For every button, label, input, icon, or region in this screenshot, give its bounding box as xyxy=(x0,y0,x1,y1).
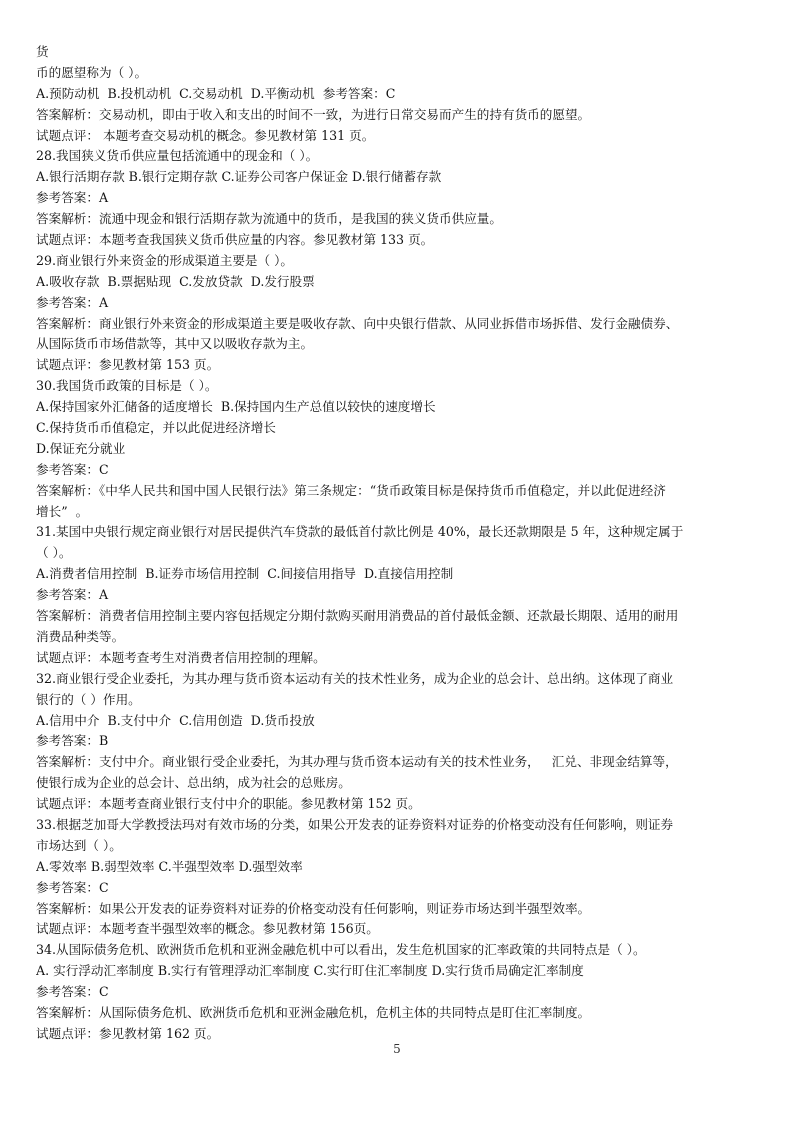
question-29: 29.商业银行外来资金的形成渠道主要是（ ）。 xyxy=(36,252,294,268)
answer-explanation: 答案解析：消费者信用控制主要内容包括规定分期付款购买耐用消费品的首付最低金额、还款最长期限、适用的耐用 xyxy=(36,608,679,624)
reference-answer: 参考答案：C xyxy=(36,984,109,1000)
answer-explanation: 答案解析：从国际债务危机、欧洲货币危机和亚洲金融危机，危机主体的共同特点是盯住汇率制度。 xyxy=(36,1004,591,1020)
answer-explanation-cont: 增长” 。 xyxy=(36,503,89,519)
question-33: 33.根据芝加哥大学教授法玛对有效市场的分类，如果公开发表的证券资料对证券的价格变动没有任何影响，则证券 xyxy=(36,816,674,832)
answer-option: C.保持货币币值稳定，并以此促进经济增长 xyxy=(36,420,276,436)
question-28: 28.我国狭义货币供应量包括流通中的现金和（ ）。 xyxy=(36,148,319,164)
answer-options: A.吸收存款 B.票据贴现 C.发放贷款 D.发行股票 xyxy=(36,273,315,289)
question-30: 30.我国货币政策的目标是（ ）。 xyxy=(36,378,218,394)
question-comment: 试题点评： 本题考查交易动机的概念。参见教材第 131 页。 xyxy=(36,127,375,143)
question-32: 32.商业银行受企业委托，为其办理与货币资本运动有关的技术性业务，成为企业的总会计、总出纳。这体现了商业 xyxy=(36,670,674,686)
question-34: 34.从国际债务危机、欧洲货币危机和亚洲金融危机中可以看出，发生危机国家的汇率政策的共同特点是（ ）。 xyxy=(36,942,646,958)
text-line: 货 xyxy=(36,44,49,59)
question-comment: 试题点评：本题考查半强型效率的概念。参见教材第 156页。 xyxy=(36,921,379,937)
document-body xyxy=(36,42,760,1045)
reference-answer: 参考答案：A xyxy=(36,190,109,206)
question-comment: 试题点评：本题考查考生对消费者信用控制的理解。 xyxy=(36,649,326,665)
question-31: 31.某国中央银行规定商业银行对居民提供汽车贷款的最低首付款比例是 40%，最长还款期限是 5 年，这种规定属于 xyxy=(36,524,684,540)
answer-options: A.消费者信用控制 B.证券市场信用控制 C.间接信用指导 D.直接信用控制 xyxy=(36,566,454,582)
answer-options: A.预防动机 B.投机动机 C.交易动机 D.平衡动机 参考答案：C xyxy=(36,85,396,101)
answer-explanation: 答案解析：如果公开发表的证券资料对证券的价格变动没有任何影响，则证券市场达到半强型效率。 xyxy=(36,900,591,916)
question-33-cont: 市场达到（ ）。 xyxy=(36,837,122,853)
reference-answer: 参考答案：A xyxy=(36,587,109,603)
question-31-cont: （ ）。 xyxy=(36,545,72,561)
reference-answer: 参考答案：C xyxy=(36,879,109,895)
question-comment: 试题点评：参见教材第 162 页。 xyxy=(36,1025,220,1041)
answer-explanation: 答案解析：《中华人民共和国中国人民银行法》第三条规定：“货币政策目标是保持货币币值稳定，并以此促进经济 xyxy=(36,482,666,498)
answer-explanation-cont: 使银行成为企业的总会计、总出纳，成为社会的总账房。 xyxy=(36,775,351,791)
answer-explanation: 答案解析：流通中现金和银行活期存款为流通中的货币，是我国的狭义货币供应量。 xyxy=(36,211,502,227)
answer-options: A.银行活期存款 B.银行定期存款 C.证券公司客户保证金 D.银行储蓄存款 xyxy=(36,169,442,185)
answer-explanation: 答案解析：交易动机，即由于收入和支出的时间不一致，为进行日常交易而产生的持有货币的愿望。 xyxy=(36,106,591,122)
answer-explanation-cont: 消费品种类等。 xyxy=(36,628,125,644)
question-32-cont: 银行的（ ）作用。 xyxy=(36,691,141,707)
answer-options: A.信用中介 B.支付中介 C.信用创造 D.货币投放 xyxy=(36,712,315,728)
question-comment: 试题点评：参见教材第 153 页。 xyxy=(36,357,220,373)
answer-explanation: 答案解析：支付中介。商业银行受企业委托，为其办理与货币资本运动有关的技术性业务， 汇兑、非现金结算等， xyxy=(36,754,678,770)
page-number: 5 xyxy=(393,1042,401,1056)
answer-option: A.保持国家外汇储备的适度增长 B.保持国内生产总值以较快的速度增长 xyxy=(36,399,436,415)
question-comment: 试题点评：本题考查我国狭义货币供应量的内容。参见教材第 133 页。 xyxy=(36,232,434,248)
text-line: 币的愿望称为（ ）。 xyxy=(36,64,148,80)
answer-explanation: 答案解析：商业银行外来资金的形成渠道主要是吸收存款、向中央银行借款、从同业拆借市场拆借、发行金融债券、 xyxy=(36,315,679,331)
answer-option: D.保证充分就业 xyxy=(36,440,126,456)
reference-answer: 参考答案：A xyxy=(36,294,109,310)
answer-options: A.零效率 B.弱型效率 C.半强型效率 D.强型效率 xyxy=(36,858,303,874)
reference-answer: 参考答案：B xyxy=(36,733,109,749)
answer-options: A. 实行浮动汇率制度 B.实行有管理浮动汇率制度 C.实行盯住汇率制度 D.实行货币局确定汇率制度 xyxy=(36,963,584,979)
reference-answer: 参考答案：C xyxy=(36,461,109,477)
answer-explanation-cont: 从国际货币市场借款等，其中又以吸收存款为主。 xyxy=(36,336,314,352)
question-comment: 试题点评：本题考查商业银行支付中介的职能。参见教材第 152 页。 xyxy=(36,796,421,812)
